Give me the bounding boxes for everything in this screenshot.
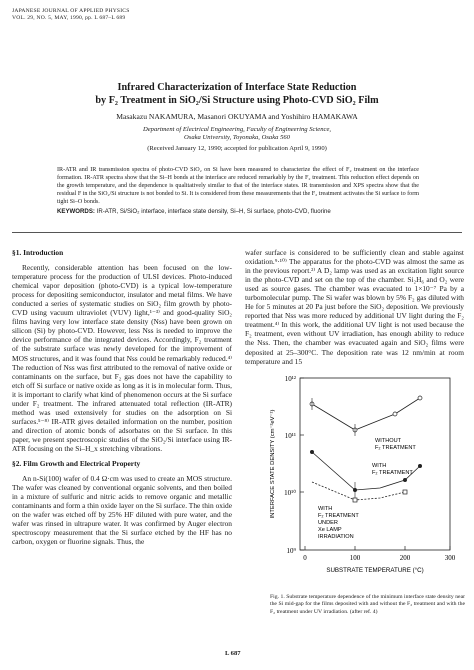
section-1-heading: §1. Introduction <box>12 248 64 257</box>
keywords-text: IR-ATR, Si/SiO₂ interface, interface state density, Si–H, Si surface, photo-CVD, fluorine <box>96 208 331 215</box>
label-withuv-4: Xe LAMP <box>318 527 342 533</box>
label-withuv-5: IRRADIATION <box>318 534 354 540</box>
right-column <box>245 248 464 366</box>
abstract: IR-ATR and IR transmission spectra of photo-CVD SiO₂ on Si have been measured to characterize the effect of F₂ treatment on the interface formation. IR-ATR spectra show that the Si–H bonds at the interface are reduced remarkably by the F₂ treatment. This reduction effect depends on the growth temperature, and the dependence is qualitatively similar to that of the interface states. IR transmission and XPS spectra show that the residual F in the SiO₂/Si structure is not bonded to Si. It is considered from these measurements that the F₂ treatment activates the Si surface to form tight Si–O bonds. <box>57 167 419 205</box>
data-point <box>418 396 422 400</box>
right-column-paragraph: wafer surface is considered to be sufficiently clean and stable against oxidation.⁹·¹⁰⁾ The apparatus for the photo-CVD was almost the same as in the previous report.²⁾ A D₂ lamp was used as an excitation light source in the photo-CVD and set on the top of the chamber. Si₂H₆ and O₂ were used as source gases. The chamber was evacuated to 1×10⁻⁷ Pa by a turbomolecular pump. The Si wafer was blown by 5% F₂ gas diluted with He for 5 minutes at 20 Pa just before the SiO₂ deposition. We previously reported that Nss was more reduced by additional UV light during the F₂ treatment.⁴⁾ In this work, the additional UV light is not used because the F₂ treatment, even without UV irradiation, has enough ability to reduce the Nss. Then, the chamber was evacuated again and SiO₂ films were deposited at 25–300°C. The deposition rate was 12 nm/min at room temperature and 15 <box>245 248 464 366</box>
section-2-paragraph: An n-Si(100) wafer of 0.4 Ω·cm was used to create an MOS structure. The wafer was cleaned by conventional organic solvents, and then boiled in a mixture of sulfuric and nitric acids to remove organic and metallic contaminants and form a thin oxide layer on the Si surface. The thin oxide on the wafer was etched off by 25% HF diluted with pure water, and the wafer was rinsed in ultrapure water. It was confirmed by Auger electron spectroscopy measurement that the Si surface etched by the HF has no carbon, oxygen or fluorine signals. Thus, the <box>12 474 232 547</box>
figure-1-caption: Fig. 1. Substrate temperature dependence of the minimum interface state density near the Si mid-gap for the films deposited with and without the F₂ treatment and with the F₂ treatment under UV irradiation. (after ref. 4) <box>270 594 465 615</box>
data-point <box>418 464 422 468</box>
page-number: L 687 <box>225 650 241 657</box>
title-line-2: by F₂ Treatment in SiO₂/Si Structure using Photo-CVD SiO₂ Film <box>95 94 379 106</box>
keywords-label: KEYWORDS: <box>57 208 95 215</box>
ytick-label: 10¹¹ <box>284 432 296 440</box>
data-point <box>353 498 357 502</box>
label-with-2: F₂ TREATMENT <box>372 470 413 476</box>
xtick-label: 100 <box>349 554 361 562</box>
section-2-heading: §2. Film Growth and Electrical Property <box>12 459 141 469</box>
data-point <box>393 412 397 416</box>
affiliation-line-1: Department of Electrical Engineering, Faculty of Engineering Science, <box>142 126 332 133</box>
journal-name: JAPANESE JOURNAL OF APPLIED PHYSICS <box>12 8 130 14</box>
ytick-label: 10¹⁰ <box>284 489 296 497</box>
data-point <box>310 450 314 454</box>
affiliation-line-2: Osaka University, Toyonaka, Osaka 560 <box>184 134 290 141</box>
curve-without-f2 <box>312 398 420 430</box>
label-without-2: F₂ TREATMENT <box>375 445 416 451</box>
x-axis-label: SUBSTRATE TEMPERATURE (°C) <box>326 567 424 574</box>
xtick-label: 0 <box>303 554 307 562</box>
received-dates: (Received January 12, 1990; accepted for publication April 9, 1990) <box>147 145 327 152</box>
affiliation <box>20 126 454 142</box>
label-without-1: WITHOUT <box>375 438 402 444</box>
abstract-divider <box>12 232 462 233</box>
figure-1-plot <box>260 370 460 590</box>
title-line-1: Infrared Characterization of Interface State Reduction <box>117 82 357 93</box>
left-column <box>12 248 232 546</box>
xtick-label: 300 <box>444 554 456 562</box>
data-point <box>403 490 407 494</box>
label-with-1: WITH <box>372 463 387 469</box>
label-withuv-1: WITH <box>318 506 333 512</box>
ytick-label: 10⁹ <box>286 547 296 555</box>
xtick-label: 200 <box>399 554 411 562</box>
running-header <box>12 8 130 22</box>
keywords <box>57 208 419 216</box>
label-withuv-3: UNDER <box>318 520 338 526</box>
author-list: Masakazu NAKAMURA, Masanori OKUYAMA and Yoshihiro HAMAKAWA <box>116 112 358 121</box>
volume-info: VOL. 29, NO. 5, MAY, 1990, pp. L 687–L 689 <box>12 15 126 21</box>
ytick-label: 10¹² <box>284 375 296 383</box>
paper-title <box>20 82 454 107</box>
data-point <box>403 478 407 482</box>
section-1-paragraph: Recently, considerable attention has been focused on the low-temperature process for the production of ULSI devices. Photo-induced chemical vapor deposition (photo-CVD) is a typical low-temperature process for depositing semiconductor, insulator and metal films. We have conducted a series of systematic studies on SiO₂ film growth by photo-CVD using vacuum ultraviolet (VUV) light,¹⁻³⁾ and good-quality SiO₂ films having very low interface state density (Nss) have been grown on silicon (Si) by photo-CVD. However, less Nss is needed to improve the device performance of the integrated devices. Accordingly, F₂ treatment of the substrate surface was newly developed for the improvement of MOS structures, and it was found that Nss could be remarkably reduced.⁴⁾ The reduction of Nss was first attributed to the removal of native oxide or contaminants on the surface, but F₂ gas does not have the capability to etch off Si surface or native oxide as long as it is in molecular form. Thus, it is important to clarify what kind of phenomenon occurs at the Si surface under F₂ treatment. The infrared attenuated total reflection (IR-ATR) method was used extensively for studies on the adsorption on Si surfaces.⁵⁻⁸⁾ IR-ATR gives detailed information on the number, position and direction of atomic bonds of adsorbates on the Si surface. In this paper, we present spectroscopic studies of the SiO₂/Si interface using IR-ATR focusing on the Si–H_x stretching vibrations. <box>12 263 232 453</box>
y-axis-label: INTERFACE STATE DENSITY (cm⁻²eV⁻¹) <box>270 409 276 519</box>
label-withuv-2: F₂ TREATMENT <box>318 513 359 519</box>
